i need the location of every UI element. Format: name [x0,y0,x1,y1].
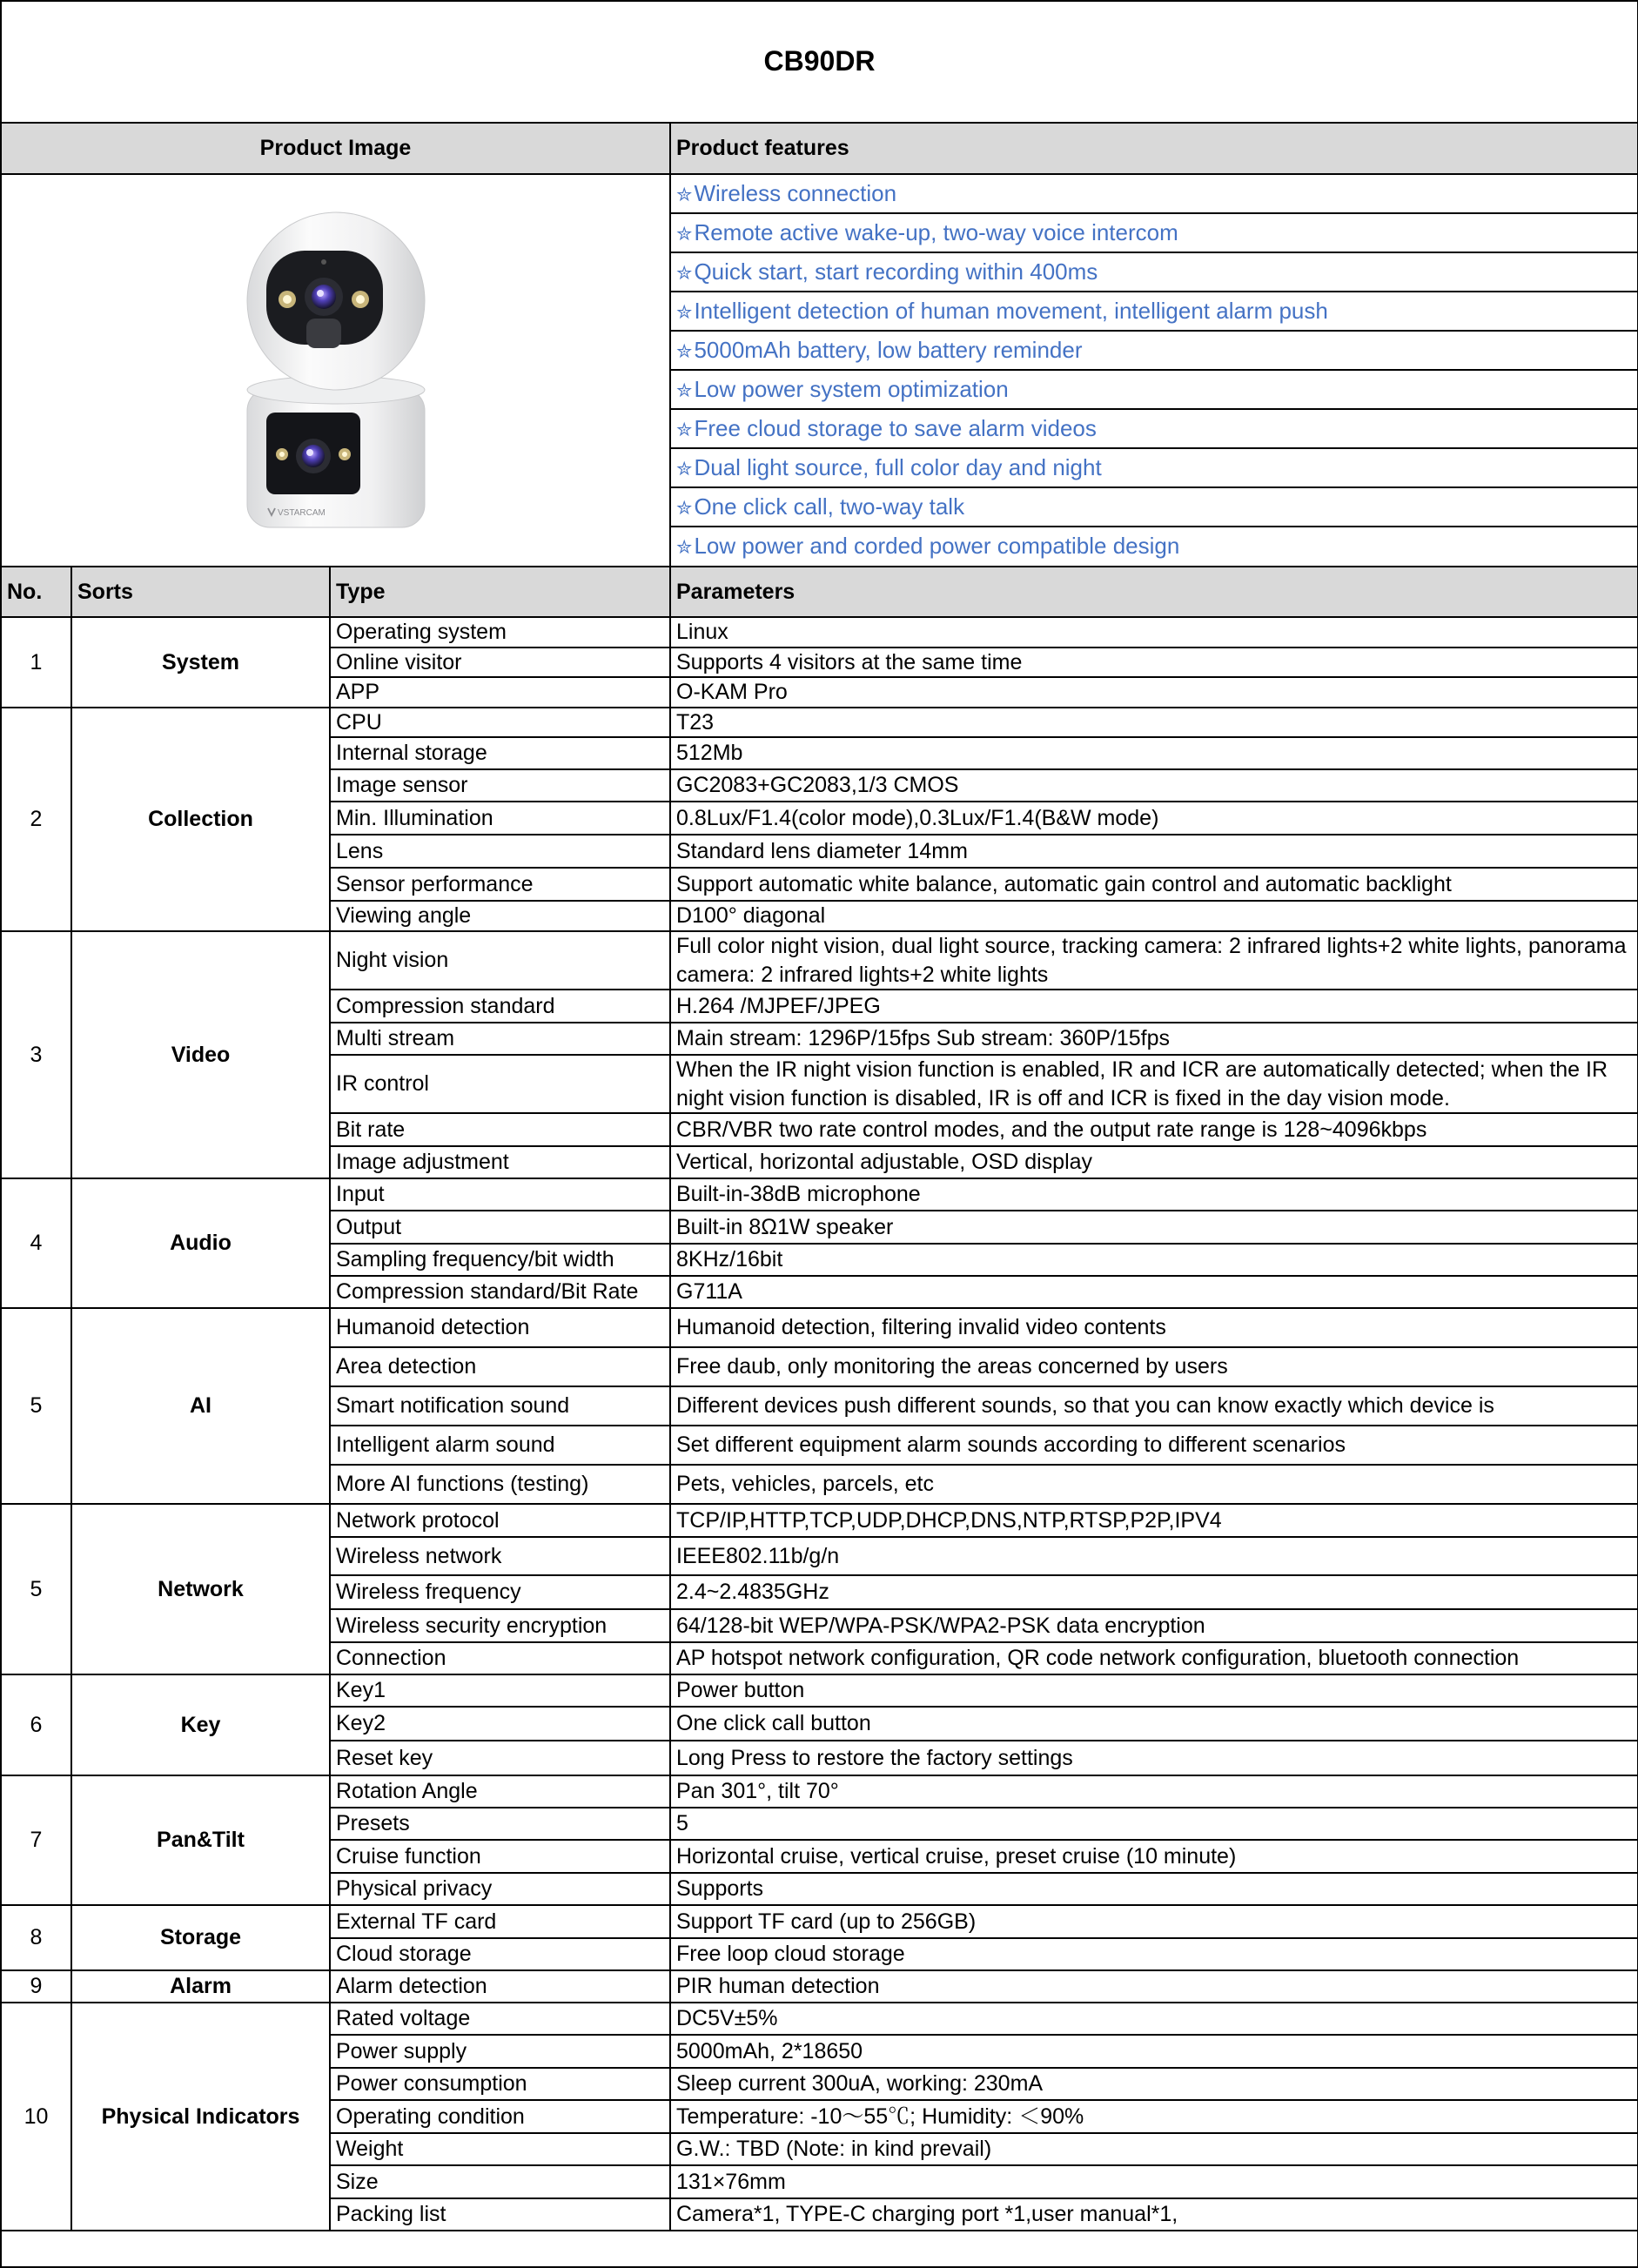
star-icon: ✮ [676,418,693,440]
spec-parameter: G711A [670,1276,1638,1308]
spec-type: Alarm detection [330,1970,670,2003]
spec-parameter: Pets, vehicles, parcels, etc [670,1465,1638,1504]
spec-type: Power consumption [330,2068,670,2100]
spec-parameter: Supports [670,1873,1638,1905]
spec-parameter: 131×76mm [670,2165,1638,2198]
group-sort: Audio [71,1178,330,1308]
section-header-row [1,123,1638,174]
document-title: CB90DR [1,1,1638,123]
spec-type: Power supply [330,2035,670,2068]
spec-type: Multi stream [330,1023,670,1055]
feature-text: Remote active wake-up, two-way voice intercom [694,218,1178,245]
spec-parameter: When the IR night vision function is enabled, IR and ICR are automatically detected; when the IR night vision function is disabled, IR is off and ICR is fixed in the day vision mode. [670,1055,1638,1113]
spec-parameter: Sleep current 300uA, working: 230mA [670,2068,1638,2100]
group-number: 5 [1,1504,71,1674]
spec-type: Smart notification sound [330,1386,670,1426]
spec-type: Output [330,1211,670,1244]
group-number: 5 [1,1308,71,1504]
spec-parameter: Different devices push different sounds, so that you can know exactly which device is [670,1386,1638,1426]
spec-parameter: Linux [670,617,1638,648]
feature-item [670,527,1638,567]
star-icon: ✮ [676,261,693,284]
spec-parameter: IEEE802.11b/g/n [670,1537,1638,1575]
spec-row [1,708,1638,738]
spec-type: Internal storage [330,737,670,769]
spec-parameter: Standard lens diameter 14mm [670,835,1638,868]
spec-type: Lens [330,835,670,868]
spec-type: Area detection [330,1347,670,1386]
group-sort: Network [71,1504,330,1674]
spec-type: Connection [330,1642,670,1674]
feature-item [670,292,1638,331]
column-header-sorts: Sorts [71,567,330,617]
spec-parameter: Temperature: -10～55℃; Humidity: ＜90% [670,2100,1638,2133]
spec-parameter: DC5V±5% [670,2003,1638,2035]
spec-row [1,1674,1638,1707]
spec-type: APP [330,677,670,708]
spec-parameter: Horizontal cruise, vertical cruise, preset cruise (10 minute) [670,1840,1638,1873]
spec-type: Compression standard/Bit Rate [330,1276,670,1308]
group-number: 2 [1,708,71,932]
spec-type: Image adjustment [330,1146,670,1178]
spec-type: Online visitor [330,648,670,678]
group-number: 6 [1,1674,71,1775]
spec-type: Operating condition [330,2100,670,2133]
spec-parameter: Long Press to restore the factory settings [670,1741,1638,1775]
group-sort: Key [71,1674,330,1775]
feature-text: Dual light source, full color day and night [694,453,1102,480]
feature-text: Free cloud storage to save alarm videos [694,414,1097,441]
group-number: 9 [1,1970,71,2003]
star-icon: ✮ [676,183,693,205]
spec-parameter: Free loop cloud storage [670,1938,1638,1970]
group-sort: Alarm [71,1970,330,2003]
feature-item [670,448,1638,487]
spec-type: Reset key [330,1741,670,1775]
spec-parameter: Support automatic white balance, automatic gain control and automatic backlight [670,868,1638,901]
product-image-cell [1,174,670,567]
group-number: 4 [1,1178,71,1308]
spec-type: Rotation Angle [330,1775,670,1808]
group-number: 10 [1,2003,71,2231]
group-number: 3 [1,931,71,1178]
spec-row [1,931,1638,990]
spec-parameter: Free daub, only monitoring the areas concerned by users [670,1347,1638,1386]
feature-row [1,174,1638,213]
spec-header-row [1,567,1638,617]
spec-parameter: One click call button [670,1707,1638,1741]
spec-parameter: Power button [670,1674,1638,1707]
feature-text: One click call, two-way talk [694,493,965,520]
spec-parameter: 5 [670,1808,1638,1840]
feature-item [670,487,1638,527]
spec-type: Wireless frequency [330,1575,670,1609]
spec-type: Key1 [330,1674,670,1707]
spec-parameter: 2.4~2.4835GHz [670,1575,1638,1609]
column-header-type: Type [330,567,670,617]
spec-type: Weight [330,2133,670,2165]
feature-item [670,331,1638,370]
spec-parameter: 5000mAh, 2*18650 [670,2035,1638,2068]
spec-type: External TF card [330,1905,670,1938]
group-sort: Physical Indicators [71,2003,330,2231]
brand-logo-text: VSTARCAM [277,507,326,518]
group-sort: Storage [71,1905,330,1970]
footer-row [1,2231,1638,2267]
star-icon: ✮ [676,300,693,323]
product-features-header: Product features [670,123,1638,174]
spec-type: Viewing angle [330,901,670,931]
spec-parameter: Humanoid detection, filtering invalid video contents [670,1308,1638,1347]
group-number: 1 [1,617,71,708]
feature-item [670,174,1638,213]
camera-product-image [223,197,449,545]
group-sort: Pan&Tilt [71,1775,330,1905]
feature-item [670,213,1638,252]
spec-parameter: 512Mb [670,737,1638,769]
spec-parameter: Set different equipment alarm sounds according to different scenarios [670,1426,1638,1465]
star-icon: ✮ [676,536,693,559]
spec-row [1,617,1638,648]
spec-type: Wireless network [330,1537,670,1575]
feature-text: 5000mAh battery, low battery reminder [694,336,1083,363]
spec-parameter: 8KHz/16bit [670,1244,1638,1276]
group-sort: System [71,617,330,708]
spec-parameter: D100° diagonal [670,901,1638,931]
spec-type: CPU [330,708,670,738]
spec-parameter: Built-in-38dB microphone [670,1178,1638,1211]
spec-parameter: Supports 4 visitors at the same time [670,648,1638,678]
spec-row [1,1308,1638,1347]
column-header-parameters: Parameters [670,567,1638,617]
spec-parameter: AP hotspot network configuration, QR code network configuration, bluetooth connection [670,1642,1638,1674]
column-header-no: No. [1,567,71,617]
spec-type: Humanoid detection [330,1308,670,1347]
spec-parameter: PIR human detection [670,1970,1638,2003]
spec-sheet-body [1,1,1638,2267]
feature-text: Quick start, start recording within 400ms [694,258,1098,285]
title-row [1,1,1638,123]
spec-parameter: H.264 /MJPEF/JPEG [670,990,1638,1023]
spec-type: Input [330,1178,670,1211]
spec-parameter: GC2083+GC2083,1/3 CMOS [670,769,1638,802]
spec-type: Packing list [330,2198,670,2231]
spec-parameter: Vertical, horizontal adjustable, OSD display [670,1146,1638,1178]
group-sort: Collection [71,708,330,932]
spec-type: Min. Illumination [330,802,670,835]
spec-parameter: G.W.: TBD (Note: in kind prevail) [670,2133,1638,2165]
spec-type: Cruise function [330,1840,670,1873]
spec-parameter: O-KAM Pro [670,677,1638,708]
spec-type: Sampling frequency/bit width [330,1244,670,1276]
spec-parameter: T23 [670,708,1638,738]
feature-item [670,370,1638,409]
spec-type: Cloud storage [330,1938,670,1970]
feature-text: Intelligent detection of human movement, intelligent alarm push [694,297,1328,324]
spec-row [1,1178,1638,1211]
spec-parameter: Full color night vision, dual light source, tracking camera: 2 infrared lights+2 white lights, panorama camera: 2 infrared lights+2 white lights [670,931,1638,990]
group-number: 8 [1,1905,71,1970]
spec-row [1,1775,1638,1808]
spec-parameter: Pan 301°, tilt 70° [670,1775,1638,1808]
spec-type: Wireless security encryption [330,1609,670,1642]
feature-item [670,252,1638,292]
group-sort: Video [71,931,330,1178]
spec-parameter: TCP/IP,HTTP,TCP,UDP,DHCP,DNS,NTP,RTSP,P2P,IPV4 [670,1504,1638,1537]
spec-type: Image sensor [330,769,670,802]
spec-row [1,1905,1638,1938]
feature-text: Low power and corded power compatible design [694,533,1180,560]
star-icon: ✮ [676,496,693,519]
star-icon: ✮ [676,457,693,480]
spec-parameter: 64/128-bit WEP/WPA-PSK/WPA2-PSK data encryption [670,1609,1638,1642]
spec-type: Compression standard [330,990,670,1023]
group-sort: AI [71,1308,330,1504]
spec-type: Operating system [330,617,670,648]
spec-type: Night vision [330,931,670,990]
spec-type: Rated voltage [330,2003,670,2035]
spec-type: Bit rate [330,1113,670,1146]
spec-type: Intelligent alarm sound [330,1426,670,1465]
spec-parameter: Built-in 8Ω1W speaker [670,1211,1638,1244]
product-image-header: Product Image [1,123,670,174]
spec-type: Sensor performance [330,868,670,901]
star-icon: ✮ [676,222,693,245]
group-number: 7 [1,1775,71,1905]
feature-text: Low power system optimization [694,375,1009,402]
spec-row [1,1504,1638,1537]
footer-cell [1,2231,1638,2267]
star-icon: ✮ [676,339,693,362]
spec-row [1,2003,1638,2035]
spec-type: IR control [330,1055,670,1113]
spec-parameter: CBR/VBR two rate control modes, and the output rate range is 128~4096kbps [670,1113,1638,1146]
spec-parameter: Support TF card (up to 256GB) [670,1905,1638,1938]
star-icon: ✮ [676,379,693,401]
feature-item [670,409,1638,448]
spec-type: Size [330,2165,670,2198]
spec-type: Physical privacy [330,1873,670,1905]
spec-parameter: Main stream: 1296P/15fps Sub stream: 360P/15fps [670,1023,1638,1055]
spec-type: Key2 [330,1707,670,1741]
feature-text: Wireless connection [694,179,897,206]
spec-parameter: 0.8Lux/F1.4(color mode),0.3Lux/F1.4(B&W mode) [670,802,1638,835]
spec-row [1,1970,1638,2003]
spec-type: More AI functions (testing) [330,1465,670,1504]
spec-type: Presets [330,1808,670,1840]
spec-parameter: Camera*1, TYPE-C charging port *1,user manual*1, [670,2198,1638,2231]
spec-type: Network protocol [330,1504,670,1537]
